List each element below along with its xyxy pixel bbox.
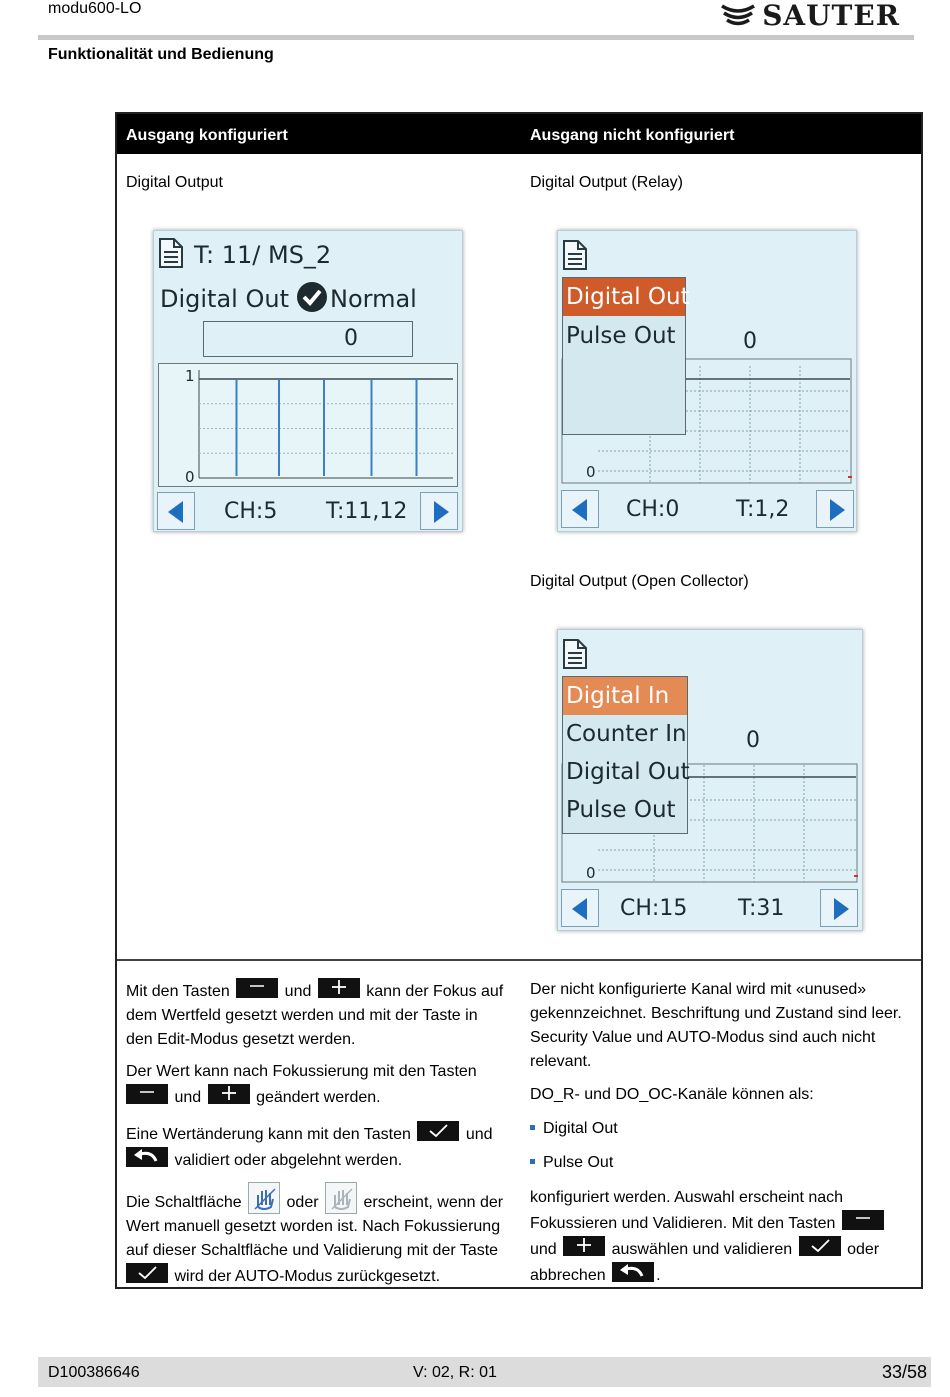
text: Pulse Out — [543, 1154, 614, 1171]
paragraph-unused — [530, 978, 922, 1074]
text: auf dieser Schaltfläche und Validierung mit der Taste — [126, 1242, 499, 1259]
time-label: T:31 — [738, 896, 785, 921]
y-low-label: 0 — [586, 463, 596, 481]
paragraph-selection — [530, 1186, 922, 1288]
bullet-item — [530, 1154, 613, 1172]
menu-item-digital-out[interactable]: Digital Out — [566, 284, 690, 310]
menu-item-pulse-out[interactable]: Pulse Out — [566, 797, 676, 823]
text: Mit den Tasten — [126, 983, 230, 1000]
menu-item-digital-out[interactable]: Digital Out — [566, 759, 690, 785]
sauter-logo — [720, 0, 900, 30]
check-key-icon — [417, 1121, 459, 1141]
bullet-item — [530, 1120, 618, 1138]
sauter-wordmark: SAUTER — [762, 0, 900, 32]
value-field[interactable] — [203, 321, 413, 357]
next-channel-button[interactable] — [816, 490, 854, 528]
row-divider — [117, 959, 921, 961]
section-title: Funktionalität und Bedienung — [48, 46, 274, 63]
paragraph-channel-types: DO_R- und DO_OC-Kanäle können als: — [530, 1086, 814, 1103]
plus-key-icon — [563, 1236, 605, 1256]
next-channel-button[interactable] — [820, 889, 858, 927]
minus-key-icon — [842, 1210, 884, 1230]
col1-header: Ausgang konfiguriert — [126, 127, 288, 144]
device-screen-open-collector — [557, 629, 863, 931]
minus-key-icon — [126, 1084, 168, 1104]
value-text: 0 — [344, 326, 358, 351]
text: relevant. — [530, 1053, 592, 1070]
text: und — [284, 983, 312, 1000]
value-text: 0 — [746, 728, 760, 753]
document-icon — [158, 237, 184, 269]
previous-channel-button[interactable] — [157, 492, 195, 530]
channel-label: CH:0 — [626, 497, 680, 522]
text: und — [174, 1089, 202, 1106]
page-footer — [38, 1357, 931, 1387]
text: Die Schaltfläche — [126, 1194, 242, 1211]
paragraph-auto-mode — [126, 1182, 522, 1289]
menu-item-digital-in[interactable]: Digital In — [566, 683, 670, 709]
configuration-table — [115, 112, 923, 1289]
text: geändert werden. — [256, 1089, 381, 1106]
manual-hand-icon — [248, 1182, 280, 1214]
arrow-left-icon — [572, 898, 587, 920]
plus-key-icon — [208, 1084, 250, 1104]
menu-item-counter-in[interactable]: Counter In — [566, 721, 687, 747]
bullet-marker — [530, 1125, 535, 1130]
version-label: V: 02, R: 01 — [413, 1364, 497, 1381]
arrow-left-icon — [168, 501, 183, 523]
text: den Edit-Modus gesetzt werden. — [126, 1031, 356, 1048]
time-label: T:11,12 — [326, 499, 408, 524]
text: Eine Wertänderung kann mit den Tasten — [126, 1126, 411, 1143]
text: dem Wertfeld gesetzt werden und mit der Taste in — [126, 1007, 478, 1024]
text: und — [465, 1126, 493, 1143]
back-key-icon — [612, 1262, 654, 1282]
previous-channel-button[interactable] — [561, 490, 599, 528]
screen-status-label: Normal — [330, 285, 417, 313]
next-channel-button[interactable] — [420, 492, 458, 530]
paragraph-focus — [126, 978, 518, 1052]
y-high-label: 1 — [185, 367, 195, 385]
plus-key-icon — [318, 978, 360, 998]
screen-channel-title: T: 11/ MS_2 — [194, 241, 332, 269]
page-number: 33/58 — [881, 1362, 927, 1382]
arrow-right-icon — [830, 499, 845, 521]
table-header — [117, 114, 921, 154]
minus-key-icon — [236, 978, 278, 998]
arrow-right-icon — [834, 898, 849, 920]
text: Wert manuell gesetzt worden ist. Nach Fokussierung — [126, 1218, 501, 1235]
text: validiert oder abgelehnt werden. — [174, 1152, 403, 1169]
screen-mode-label: Digital Out — [160, 285, 289, 313]
text: konfiguriert werden. Auswahl erscheint nach — [530, 1189, 844, 1206]
text: . — [656, 1267, 661, 1284]
text: Der Wert kann nach Fokussierung mit den Tasten — [126, 1063, 477, 1080]
value-text: 0 — [743, 329, 757, 354]
signal-plot — [158, 363, 458, 487]
y-low-label: 0 — [185, 468, 195, 486]
manual-hand-disabled-icon — [325, 1182, 357, 1214]
text: Security Value und AUTO-Modus sind auch nicht — [530, 1029, 876, 1046]
text: abbrechen — [530, 1267, 606, 1284]
type-selection-menu — [562, 277, 690, 435]
channel-label: CH:5 — [224, 499, 278, 524]
check-key-icon — [126, 1263, 168, 1283]
device-screen-configured — [153, 230, 463, 532]
caption-relay: Digital Output (Relay) — [530, 174, 683, 191]
device-screen-relay — [557, 230, 857, 532]
text: oder — [286, 1194, 319, 1211]
document-id: D100386646 — [48, 1364, 140, 1381]
check-circle-icon — [296, 281, 328, 313]
pulse-chart — [159, 364, 457, 486]
text: wird der AUTO-Modus zurückgesetzt. — [174, 1268, 441, 1285]
text: Der nicht konfigurierte Kanal wird mit «unused» — [530, 981, 867, 998]
caption-digital-output: Digital Output — [126, 174, 223, 191]
time-label: T:1,2 — [736, 497, 790, 522]
menu-item-pulse-out[interactable]: Pulse Out — [566, 323, 676, 349]
previous-channel-button[interactable] — [561, 889, 599, 927]
text: kann der Fokus auf — [366, 983, 504, 1000]
y-low-label: 0 — [586, 864, 596, 882]
check-key-icon — [799, 1236, 841, 1256]
text: erscheint, wenn der — [363, 1194, 504, 1211]
sauter-swoosh-icon — [720, 2, 756, 28]
text: und — [530, 1241, 557, 1258]
arrow-left-icon — [572, 499, 587, 521]
bullet-marker — [530, 1159, 535, 1164]
text: Digital Out — [543, 1120, 618, 1137]
text: oder — [847, 1241, 880, 1258]
channel-label: CH:15 — [620, 896, 688, 921]
text: gekennzeichnet. Beschriftung und Zustand sind leer. — [530, 1005, 902, 1022]
text: auswählen und validieren — [611, 1241, 793, 1258]
paragraph-validate — [126, 1121, 518, 1173]
col2-header: Ausgang nicht konfiguriert — [530, 127, 735, 144]
text: Fokussieren und Validieren. Mit den Tasten — [530, 1215, 836, 1232]
back-key-icon — [126, 1147, 168, 1167]
paragraph-change-value — [126, 1060, 518, 1110]
caption-open-collector: Digital Output (Open Collector) — [530, 573, 749, 590]
arrow-right-icon — [434, 501, 449, 523]
document-title: modu600-LO — [48, 0, 142, 17]
header-rule — [38, 35, 914, 40]
type-selection-menu — [562, 676, 688, 834]
